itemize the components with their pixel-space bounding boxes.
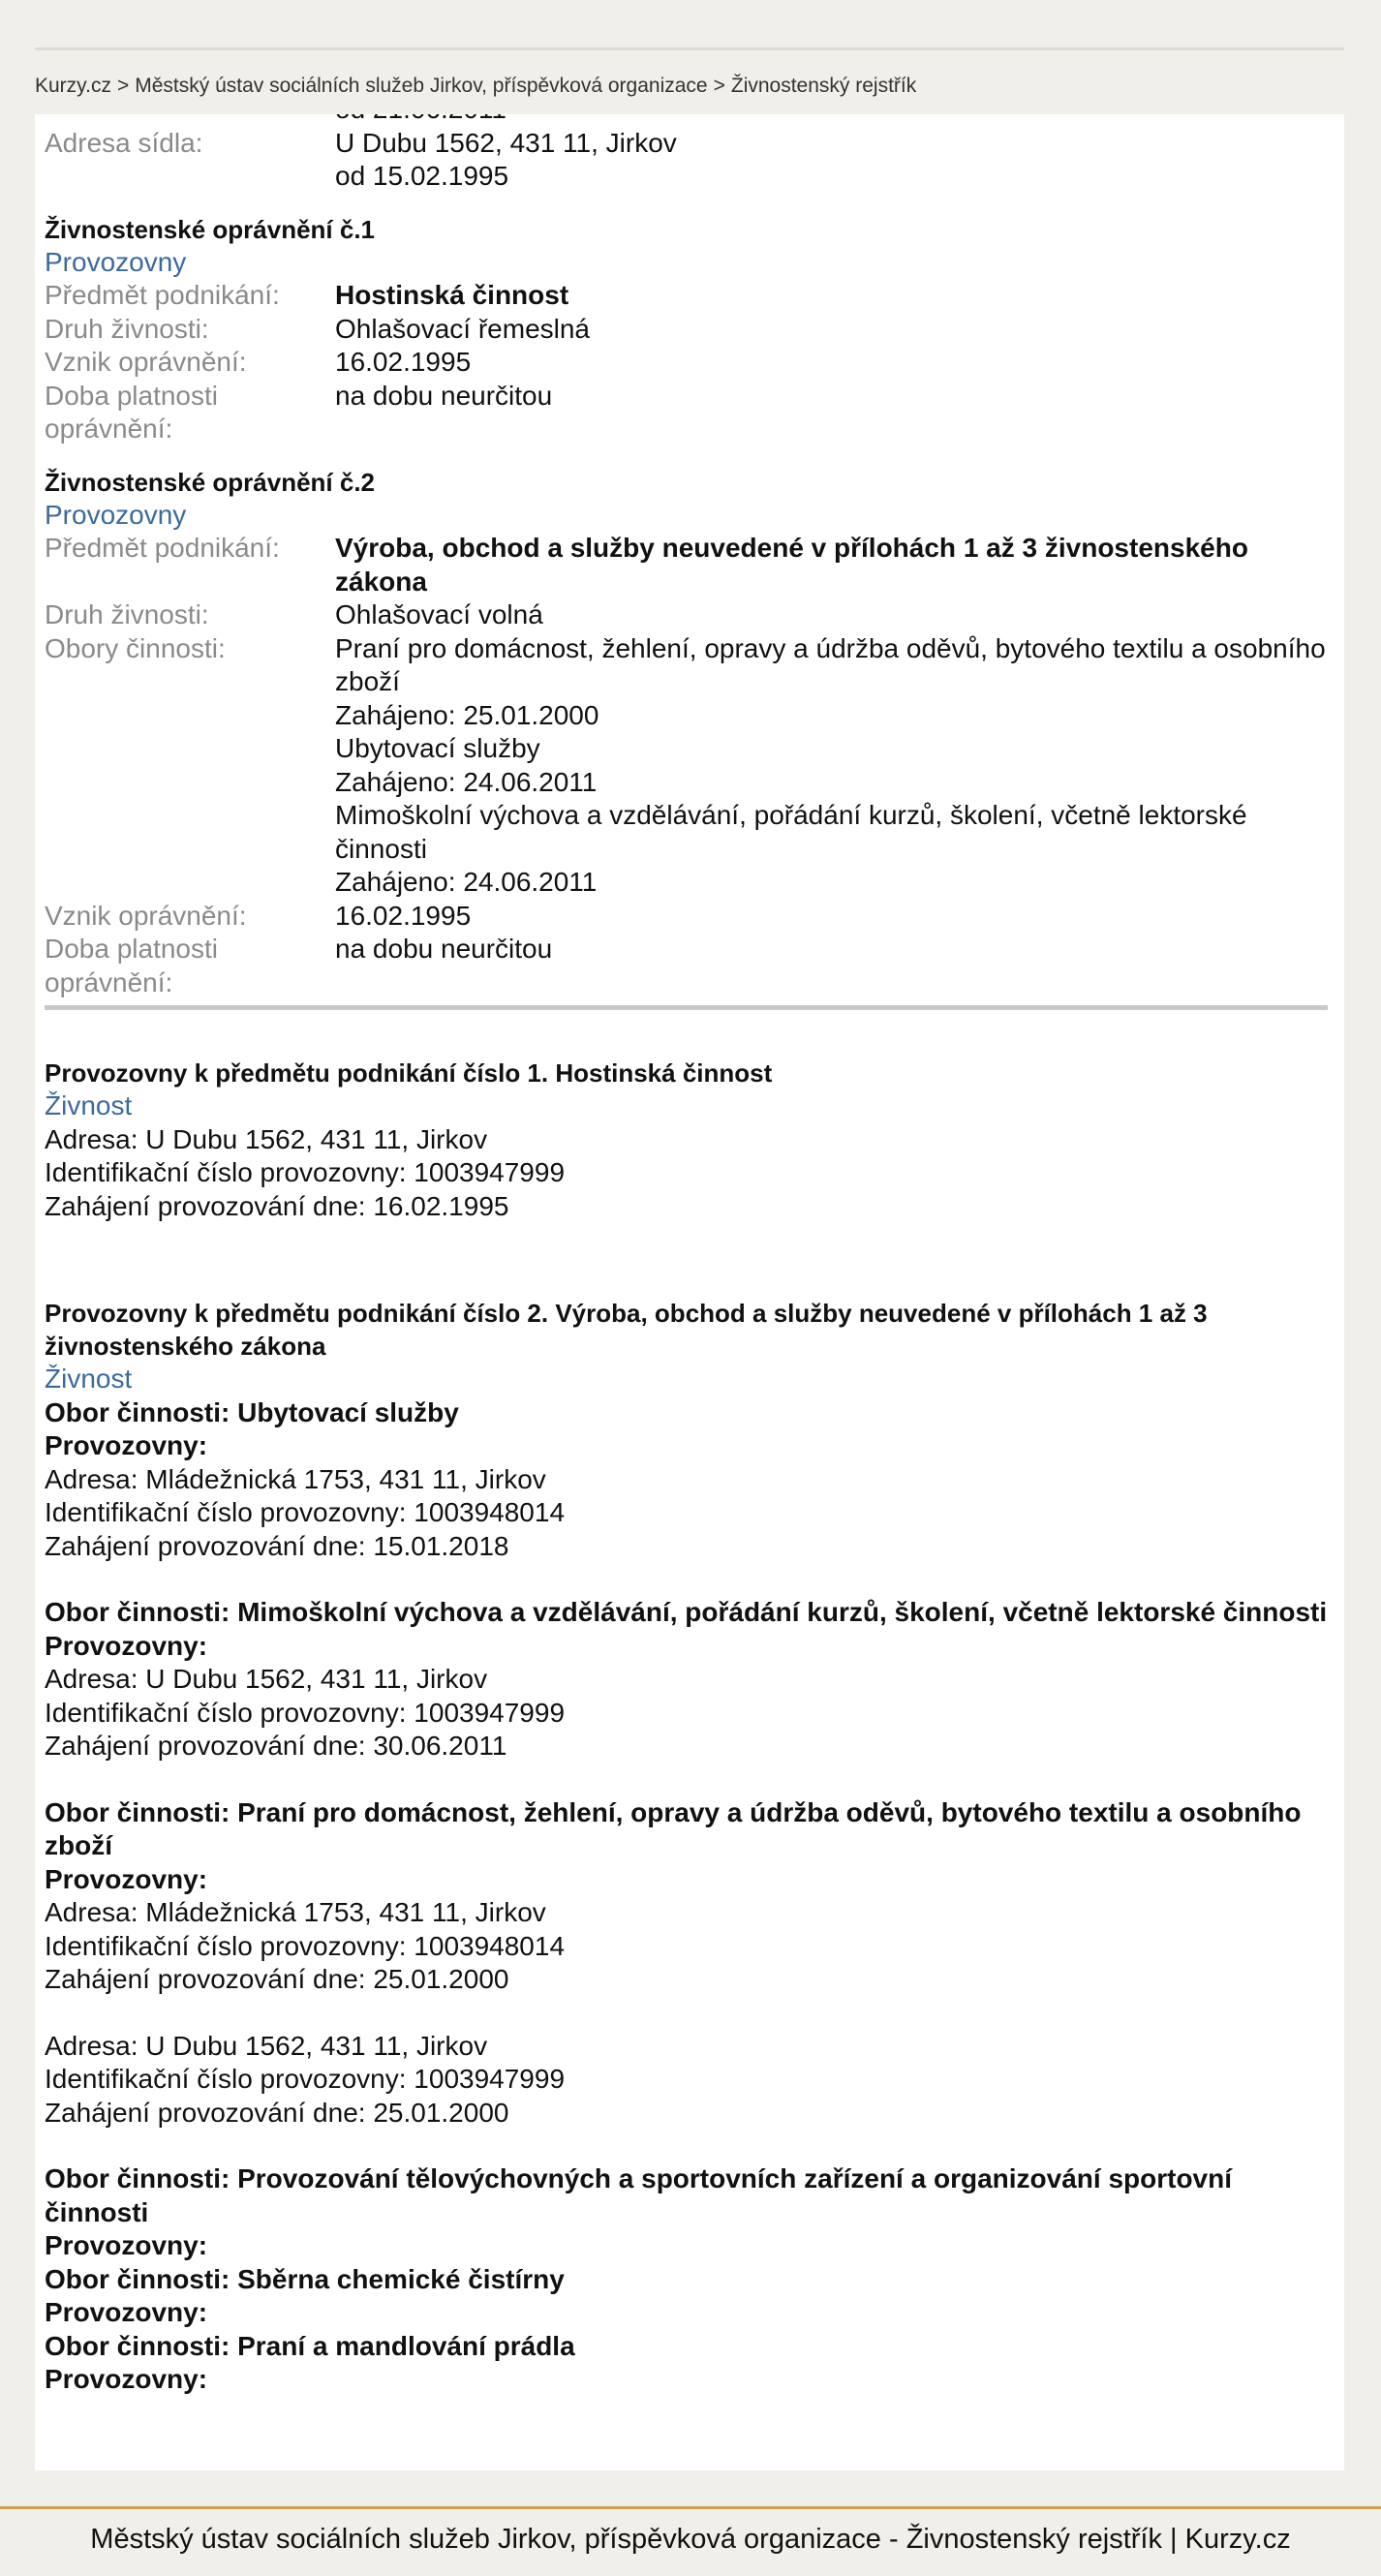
breadcrumb <box>0 64 1381 114</box>
permit-2-predmet-row <box>45 532 1328 598</box>
obor-title: Obor činnosti: Provozování tělovýchovných a sportovních zařízení a organizování sportovní činnosti <box>45 2163 1232 2227</box>
footer-link-kurzy[interactable]: Kurzy.cz <box>1184 2524 1291 2555</box>
permit-1-druh-row <box>45 313 1328 347</box>
provozovna-start: Zahájení provozování dne: 15.01.2018 <box>45 1530 509 1561</box>
druh-value: Ohlašovací volná <box>335 599 543 629</box>
predmet-value: Hostinská činnost <box>335 280 569 310</box>
provozovna-start: Zahájení provozování dne: 30.06.2011 <box>45 1731 507 1761</box>
provozovny-1-title: Provozovny k předmětu podnikání číslo 1. Hostinská činnost <box>45 1058 773 1088</box>
obory-label: Obory činnosti: <box>45 632 226 663</box>
permit-2-provozovny-link[interactable]: Provozovny <box>45 499 187 530</box>
provozovna-address: Adresa: Mládežnická 1753, 431 11, Jirkov <box>45 1463 546 1494</box>
adresa-row <box>45 127 1328 194</box>
obor-title: Obor činnosti: Ubytovací služby <box>45 1396 459 1427</box>
permit-1-doba-row <box>45 380 1328 446</box>
doba-value: na dobu neurčitou <box>335 380 553 411</box>
provozovna-address: Adresa: Mládežnická 1753, 431 11, Jirkov <box>45 1897 546 1927</box>
obor-title: Obor činnosti: Sběrna chemické čistírny <box>45 2263 565 2294</box>
provozovny-label: Provozovny: <box>45 2297 208 2327</box>
permit-2-obory-row <box>45 632 1328 900</box>
top-divider <box>35 47 1344 50</box>
obor-title: Obor činnosti: Praní a mandlování prádla <box>45 2330 575 2361</box>
provozovny-2-zivnost-link[interactable]: Živnost <box>45 1364 133 1394</box>
predmet-label: Předmět podnikání: <box>45 533 280 563</box>
druh-value: Ohlašovací řemeslná <box>335 313 591 344</box>
adresa-value: U Dubu 1562, 431 11, Jirkov <box>335 127 677 158</box>
provozovny-2-title: Provozovny k předmětu podnikání číslo 2. Výroba, obchod a služby neuvedené v přílohách 1 až 3 živnostenského zákona <box>45 1299 1208 1361</box>
permit-1-vznik-row <box>45 346 1328 380</box>
vznik-value: 16.02.1995 <box>335 347 472 377</box>
breadcrumb-link-kurzy[interactable]: Kurzy.cz <box>35 75 111 97</box>
provozovny-label: Provozovny: <box>45 1430 208 1460</box>
provozovna-start: Zahájení provozování dne: 16.02.1995 <box>45 1190 509 1221</box>
permit-2-druh-row <box>45 598 1328 632</box>
permit-2-title: Živnostenské oprávnění č.2 <box>45 467 376 497</box>
obor-title: Obor činnosti: Mimoškolní výchova a vzdělávání, pořádání kurzů, školení, včetně lektorské činnosti <box>45 1597 1328 1627</box>
doba-label: Doba platnosti oprávnění: <box>45 934 219 997</box>
provozovna-address: Adresa: U Dubu 1562, 431 11, Jirkov <box>45 2030 488 2061</box>
footer-divider <box>0 2506 1381 2509</box>
breadcrumb-separator: > <box>713 75 725 97</box>
obor-started: Zahájeno: 24.06.2011 <box>335 867 598 897</box>
registry-details <box>45 93 1328 2397</box>
provozovna-id: Identifikační číslo provozovny: 1003947999 <box>45 1697 566 1728</box>
provozovna-id: Identifikační číslo provozovny: 1003947999 <box>45 1157 566 1187</box>
provozovna-id: Identifikační číslo provozovny: 1003948014 <box>45 1497 566 1527</box>
obor-started: Zahájeno: 24.06.2011 <box>335 766 598 797</box>
adresa-label: Adresa sídla: <box>45 127 203 158</box>
predmet-label: Předmět podnikání: <box>45 280 280 310</box>
doba-label: Doba platnosti oprávnění: <box>45 380 219 444</box>
footer-text: Městský ústav sociálních služeb Jirkov, příspěvková organizace - Živnostenský rejstřík <box>90 2524 1162 2555</box>
footer-separator: | <box>1170 2524 1178 2555</box>
provozovna-address: Adresa: U Dubu 1562, 431 11, Jirkov <box>45 1123 488 1154</box>
footer <box>0 2515 1381 2563</box>
permit-2-vznik-row <box>45 900 1328 934</box>
obor-title: Obor činnosti: Praní pro domácnost, žehlení, opravy a údržba oděvů, bytového textilu a osobního zboží <box>45 1796 1302 1860</box>
provozovny-label: Provozovny: <box>45 2364 208 2394</box>
vznik-value: 16.02.1995 <box>335 900 472 931</box>
breadcrumb-link-organization[interactable]: Městský ústav sociálních služeb Jirkov, příspěvková organizace <box>135 75 708 97</box>
obor-item: Mimoškolní výchova a vzdělávání, pořádání kurzů, školení, včetně lektorské činnosti <box>335 800 1247 864</box>
provozovna-start: Zahájení provozování dne: 25.01.2000 <box>45 2097 509 2128</box>
provozovna-id: Identifikační číslo provozovny: 1003947999 <box>45 2064 566 2094</box>
provozovna-id: Identifikační číslo provozovny: 1003948014 <box>45 1930 566 1961</box>
permit-1-predmet-row <box>45 279 1328 313</box>
provozovny-1-zivnost-link[interactable]: Živnost <box>45 1090 133 1120</box>
obor-item: Praní pro domácnost, žehlení, opravy a údržba oděvů, bytového textilu a osobního zboží <box>335 632 1326 696</box>
druh-label: Druh živnosti: <box>45 313 209 344</box>
breadcrumb-current[interactable]: Živnostenský rejstřík <box>730 75 917 97</box>
obor-item: Ubytovací služby <box>335 733 540 763</box>
provozovny-label: Provozovny: <box>45 2230 208 2260</box>
breadcrumb-separator: > <box>116 75 130 97</box>
provozovna-address: Adresa: U Dubu 1562, 431 11, Jirkov <box>45 1664 488 1694</box>
provozovny-label: Provozovny: <box>45 1630 208 1661</box>
obor-started: Zahájeno: 25.01.2000 <box>335 699 599 730</box>
doba-value: na dobu neurčitou <box>335 934 553 964</box>
permit-2-doba-row <box>45 933 1328 999</box>
provozovny-label: Provozovny: <box>45 1863 208 1894</box>
permit-1-provozovny-link[interactable]: Provozovny <box>45 246 187 277</box>
adresa-since: od 15.02.1995 <box>335 161 509 191</box>
permit-1-title: Živnostenské oprávnění č.1 <box>45 214 376 244</box>
main-content <box>35 64 1344 2470</box>
provozovna-start: Zahájení provozování dne: 25.01.2000 <box>45 1964 509 1994</box>
predmet-value: Výroba, obchod a služby neuvedené v přílohách 1 až 3 živnostenského zákona <box>335 533 1248 597</box>
druh-label: Druh živnosti: <box>45 599 209 629</box>
obory-list <box>335 632 1328 900</box>
vznik-label: Vznik oprávnění: <box>45 900 247 931</box>
vznik-label: Vznik oprávnění: <box>45 347 247 377</box>
